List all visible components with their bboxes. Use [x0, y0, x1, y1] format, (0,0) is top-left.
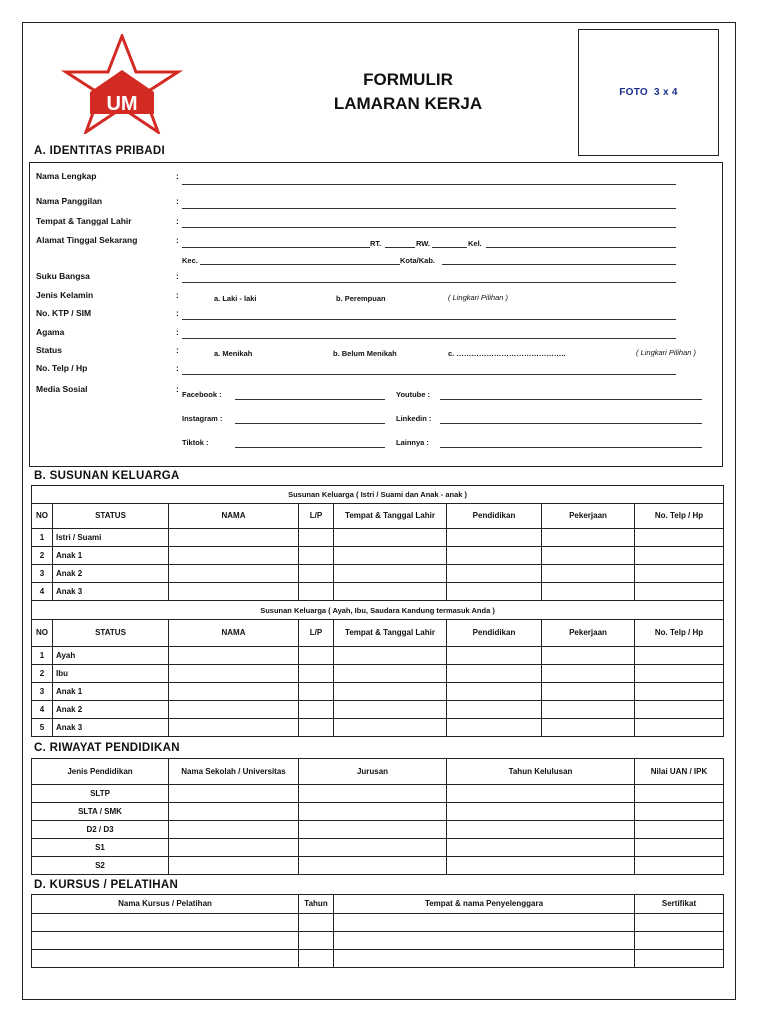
- row-status: Anak 1: [53, 547, 169, 565]
- cell-ttl[interactable]: [334, 701, 447, 719]
- education-table: [31, 758, 724, 875]
- label-ktp: No. KTP / SIM: [36, 308, 92, 318]
- colon: :: [176, 327, 179, 337]
- label-alamat: Alamat Tinggal Sekarang: [36, 235, 138, 245]
- label-jenis-kelamin: Jenis Kelamin: [36, 290, 94, 300]
- label-nama-panggilan: Nama Panggilan: [36, 196, 103, 206]
- row-no: 4: [32, 701, 53, 719]
- option-laki-laki[interactable]: a. Laki - laki: [214, 294, 257, 303]
- label-agama: Agama: [36, 327, 65, 337]
- label-suku: Suku Bangsa: [36, 271, 90, 281]
- cell-telp[interactable]: [635, 647, 724, 665]
- status-note: ( Lingkari Pilihan ): [636, 348, 697, 357]
- cell-tahun[interactable]: [447, 821, 635, 839]
- cell-nama[interactable]: [169, 583, 299, 601]
- family-table-2-caption: Susunan Keluarga ( Ayah, Ibu, Saudara Kandung termasuk Anda ): [32, 601, 724, 620]
- input-lainnya[interactable]: [440, 447, 702, 448]
- courses-table: [31, 894, 724, 968]
- cell-nilai[interactable]: [635, 839, 724, 857]
- table-row: [32, 565, 724, 583]
- input-alamat[interactable]: [182, 247, 370, 248]
- cell-sekolah[interactable]: [169, 821, 299, 839]
- cell-pekerjaan[interactable]: [542, 647, 635, 665]
- cell-telp[interactable]: [635, 701, 724, 719]
- education-level: D2 / D3: [32, 821, 169, 839]
- cell-sertifikat[interactable]: [635, 914, 724, 932]
- cell-penyelenggara[interactable]: [334, 914, 635, 932]
- cell-ttl[interactable]: [334, 583, 447, 601]
- cell-pekerjaan[interactable]: [542, 701, 635, 719]
- header-no: NO: [32, 620, 53, 647]
- row-no: 4: [32, 583, 53, 601]
- cell-pekerjaan[interactable]: [542, 547, 635, 565]
- colon: :: [176, 171, 179, 181]
- cell-pendidikan[interactable]: [447, 665, 542, 683]
- label-nama-lengkap: Nama Lengkap: [36, 171, 97, 181]
- cell-lp[interactable]: [299, 665, 334, 683]
- label-rt: RT.: [370, 239, 382, 248]
- cell-ttl[interactable]: [334, 683, 447, 701]
- cell-nama[interactable]: [169, 701, 299, 719]
- row-status: Anak 3: [53, 583, 169, 601]
- row-no: 2: [32, 547, 53, 565]
- cell-telp[interactable]: [635, 565, 724, 583]
- label-tiktok: Tiktok :: [182, 438, 209, 447]
- header-telp: No. Telp / Hp: [635, 504, 724, 529]
- cell-kursus[interactable]: [32, 950, 299, 968]
- input-kel[interactable]: [486, 247, 676, 248]
- row-status: Ibu: [53, 665, 169, 683]
- header-jenis-pendidikan: Jenis Pendidikan: [32, 759, 169, 785]
- header-nama: NAMA: [169, 504, 299, 529]
- row-status: Anak 2: [53, 565, 169, 583]
- header-status: STATUS: [53, 504, 169, 529]
- cell-lp[interactable]: [299, 547, 334, 565]
- colon: :: [176, 216, 179, 226]
- cell-kursus[interactable]: [32, 914, 299, 932]
- label-rw: RW.: [416, 239, 431, 248]
- cell-penyelenggara[interactable]: [334, 932, 635, 950]
- section-courses-title: D. KURSUS / PELATIHAN: [34, 879, 179, 891]
- cell-tahun[interactable]: [447, 803, 635, 821]
- cell-nilai[interactable]: [635, 857, 724, 875]
- cell-ttl[interactable]: [334, 647, 447, 665]
- input-youtube[interactable]: [440, 399, 702, 400]
- cell-lp[interactable]: [299, 683, 334, 701]
- cell-nilai[interactable]: [635, 803, 724, 821]
- table-row: [32, 683, 724, 701]
- table-row: [32, 950, 724, 968]
- cell-telp[interactable]: [635, 547, 724, 565]
- cell-pendidikan[interactable]: [447, 583, 542, 601]
- photo-box[interactable]: [578, 29, 719, 156]
- cell-nama[interactable]: [169, 683, 299, 701]
- colon: :: [176, 290, 179, 300]
- header-nama: NAMA: [169, 620, 299, 647]
- table-row: [32, 719, 724, 737]
- cell-ttl[interactable]: [334, 547, 447, 565]
- colon: :: [176, 271, 179, 281]
- cell-lp[interactable]: [299, 719, 334, 737]
- cell-sekolah[interactable]: [169, 839, 299, 857]
- header-pekerjaan: Pekerjaan: [542, 620, 635, 647]
- table-row: [32, 665, 724, 683]
- row-no: 1: [32, 647, 53, 665]
- cell-pekerjaan[interactable]: [542, 583, 635, 601]
- label-linkedin: Linkedin :: [396, 414, 432, 423]
- header-lp: L/P: [299, 504, 334, 529]
- cell-ttl[interactable]: [334, 529, 447, 547]
- input-linkedin[interactable]: [440, 423, 702, 424]
- row-no: 5: [32, 719, 53, 737]
- cell-ttl[interactable]: [334, 719, 447, 737]
- cell-nilai[interactable]: [635, 821, 724, 839]
- input-instagram[interactable]: [235, 423, 385, 424]
- colon: :: [176, 196, 179, 206]
- cell-pekerjaan[interactable]: [542, 565, 635, 583]
- cell-telp[interactable]: [635, 719, 724, 737]
- row-no: 2: [32, 665, 53, 683]
- label-ttl: Tempat & Tanggal Lahir: [36, 216, 132, 226]
- input-telp[interactable]: [182, 374, 676, 375]
- cell-pendidikan[interactable]: [447, 529, 542, 547]
- cell-telp[interactable]: [635, 665, 724, 683]
- cell-tahun[interactable]: [299, 932, 334, 950]
- cell-tahun[interactable]: [299, 914, 334, 932]
- colon: :: [176, 345, 179, 355]
- cell-sertifikat[interactable]: [635, 950, 724, 968]
- header-ttl: Tempat & Tanggal Lahir: [334, 620, 447, 647]
- cell-penyelenggara[interactable]: [334, 950, 635, 968]
- cell-ttl[interactable]: [334, 665, 447, 683]
- input-nama-lengkap[interactable]: [182, 184, 676, 185]
- cell-pekerjaan[interactable]: [542, 719, 635, 737]
- section-family-title: B. SUSUNAN KELUARGA: [34, 470, 180, 482]
- option-perempuan[interactable]: b. Perempuan: [336, 294, 386, 303]
- cell-telp[interactable]: [635, 583, 724, 601]
- header-nilai: Nilai UAN / IPK: [635, 759, 724, 785]
- photo-size: 3 x 4: [654, 87, 678, 98]
- table-row: [32, 857, 724, 875]
- cell-tahun[interactable]: [447, 857, 635, 875]
- logo-text: UM: [106, 93, 138, 115]
- education-level: S2: [32, 857, 169, 875]
- cell-telp[interactable]: [635, 529, 724, 547]
- row-no: 3: [32, 683, 53, 701]
- row-status: Anak 1: [53, 683, 169, 701]
- cell-pekerjaan[interactable]: [542, 665, 635, 683]
- cell-lp[interactable]: [299, 565, 334, 583]
- label-telp: No. Telp / Hp: [36, 363, 88, 373]
- header-pendidikan: Pendidikan: [447, 620, 542, 647]
- header-tahun: Tahun: [299, 895, 334, 914]
- section-identity-title: A. IDENTITAS PRIBADI: [34, 145, 166, 157]
- education-level: SLTP: [32, 785, 169, 803]
- input-nama-panggilan[interactable]: [182, 208, 676, 209]
- colon: :: [176, 308, 179, 318]
- education-level: S1: [32, 839, 169, 857]
- colon: :: [176, 235, 179, 245]
- header-pendidikan: Pendidikan: [447, 504, 542, 529]
- label-lainnya: Lainnya :: [396, 438, 429, 447]
- input-facebook[interactable]: [235, 399, 385, 400]
- cell-sertifikat[interactable]: [635, 932, 724, 950]
- input-tiktok[interactable]: [235, 447, 385, 448]
- table-row: [32, 821, 724, 839]
- header-tahun-kelulusan: Tahun Kelulusan: [447, 759, 635, 785]
- cell-kursus[interactable]: [32, 932, 299, 950]
- row-status: Anak 2: [53, 701, 169, 719]
- gender-note: ( Lingkari Pilihan ): [448, 293, 509, 302]
- cell-jurusan[interactable]: [299, 803, 447, 821]
- row-no: 1: [32, 529, 53, 547]
- input-rt[interactable]: [385, 247, 415, 248]
- cell-pendidikan[interactable]: [447, 647, 542, 665]
- cell-pendidikan[interactable]: [447, 701, 542, 719]
- title-line-2: LAMARAN KERJA: [333, 94, 483, 113]
- cell-telp[interactable]: [635, 683, 724, 701]
- photo-label: FOTO: [619, 87, 649, 98]
- cell-nama[interactable]: [169, 547, 299, 565]
- label-kec: Kec.: [182, 256, 198, 265]
- input-ttl[interactable]: [182, 227, 676, 228]
- header-lp: L/P: [299, 620, 334, 647]
- cell-pendidikan[interactable]: [447, 719, 542, 737]
- cell-nama[interactable]: [169, 647, 299, 665]
- input-kota[interactable]: [442, 264, 676, 265]
- option-status-lainnya[interactable]: c. ……………………………………..: [448, 349, 566, 358]
- header-penyelenggara: Tempat & nama Penyelenggara: [334, 895, 635, 914]
- cell-nama[interactable]: [169, 665, 299, 683]
- cell-tahun[interactable]: [299, 950, 334, 968]
- row-status: Istri / Suami: [53, 529, 169, 547]
- option-belum-menikah[interactable]: b. Belum Menikah: [333, 349, 397, 358]
- cell-jurusan[interactable]: [299, 821, 447, 839]
- title-line-1: FORMULIR: [363, 70, 453, 89]
- cell-jurusan[interactable]: [299, 857, 447, 875]
- table-row: [32, 803, 724, 821]
- table-row: [32, 932, 724, 950]
- input-rw[interactable]: [432, 247, 467, 248]
- input-ktp[interactable]: [182, 319, 676, 320]
- header-sertifikat: Sertifikat: [635, 895, 724, 914]
- label-kota: Kota/Kab.: [400, 256, 436, 265]
- option-menikah[interactable]: a. Menikah: [214, 349, 253, 358]
- cell-jurusan[interactable]: [299, 839, 447, 857]
- header-jurusan: Jurusan: [299, 759, 447, 785]
- cell-nama[interactable]: [169, 529, 299, 547]
- cell-lp[interactable]: [299, 529, 334, 547]
- cell-pekerjaan[interactable]: [542, 683, 635, 701]
- cell-sekolah[interactable]: [169, 857, 299, 875]
- cell-nilai[interactable]: [635, 785, 724, 803]
- label-status: Status: [36, 345, 62, 355]
- header-ttl: Tempat & Tanggal Lahir: [334, 504, 447, 529]
- label-youtube: Youtube :: [396, 390, 431, 399]
- family-table-1: [31, 485, 724, 737]
- cell-pendidikan[interactable]: [447, 565, 542, 583]
- cell-sekolah[interactable]: [169, 803, 299, 821]
- identity-box: [29, 162, 723, 467]
- header-nama-kursus: Nama Kursus / Pelatihan: [32, 895, 299, 914]
- colon: :: [176, 363, 179, 373]
- row-status: Anak 3: [53, 719, 169, 737]
- label-medsos: Media Sosial: [36, 384, 88, 394]
- table-row: [32, 839, 724, 857]
- education-level: SLTA / SMK: [32, 803, 169, 821]
- row-status: Ayah: [53, 647, 169, 665]
- label-facebook: Facebook :: [182, 390, 222, 399]
- section-education-title: C. RIWAYAT PENDIDIKAN: [34, 742, 180, 754]
- header-telp: No. Telp / Hp: [635, 620, 724, 647]
- cell-pendidikan[interactable]: [447, 547, 542, 565]
- cell-sekolah[interactable]: [169, 785, 299, 803]
- table-row: [32, 647, 724, 665]
- header-status: STATUS: [53, 620, 169, 647]
- table-row: [32, 914, 724, 932]
- cell-pendidikan[interactable]: [447, 683, 542, 701]
- cell-lp[interactable]: [299, 583, 334, 601]
- cell-lp[interactable]: [299, 647, 334, 665]
- input-agama[interactable]: [182, 338, 676, 339]
- label-instagram: Instagram :: [182, 414, 223, 423]
- cell-tahun[interactable]: [447, 839, 635, 857]
- form-title: [300, 68, 516, 116]
- header-pekerjaan: Pekerjaan: [542, 504, 635, 529]
- cell-tahun[interactable]: [447, 785, 635, 803]
- cell-lp[interactable]: [299, 701, 334, 719]
- table-row: [32, 583, 724, 601]
- table-row: [32, 547, 724, 565]
- input-kec[interactable]: [200, 264, 400, 265]
- cell-ttl[interactable]: [334, 565, 447, 583]
- cell-pekerjaan[interactable]: [542, 529, 635, 547]
- cell-nama[interactable]: [169, 719, 299, 737]
- colon: :: [176, 384, 179, 394]
- table-row: [32, 701, 724, 719]
- table-row: [32, 529, 724, 547]
- header-nama-sekolah: Nama Sekolah / Universitas: [169, 759, 299, 785]
- family-table-1-caption: Susunan Keluarga ( Istri / Suami dan Anak - anak ): [32, 486, 724, 504]
- cell-jurusan[interactable]: [299, 785, 447, 803]
- header-no: NO: [32, 504, 53, 529]
- label-kel: Kel.: [468, 239, 482, 248]
- cell-nama[interactable]: [169, 565, 299, 583]
- row-no: 3: [32, 565, 53, 583]
- table-row: [32, 785, 724, 803]
- company-logo: [60, 34, 184, 134]
- input-suku[interactable]: [182, 282, 676, 283]
